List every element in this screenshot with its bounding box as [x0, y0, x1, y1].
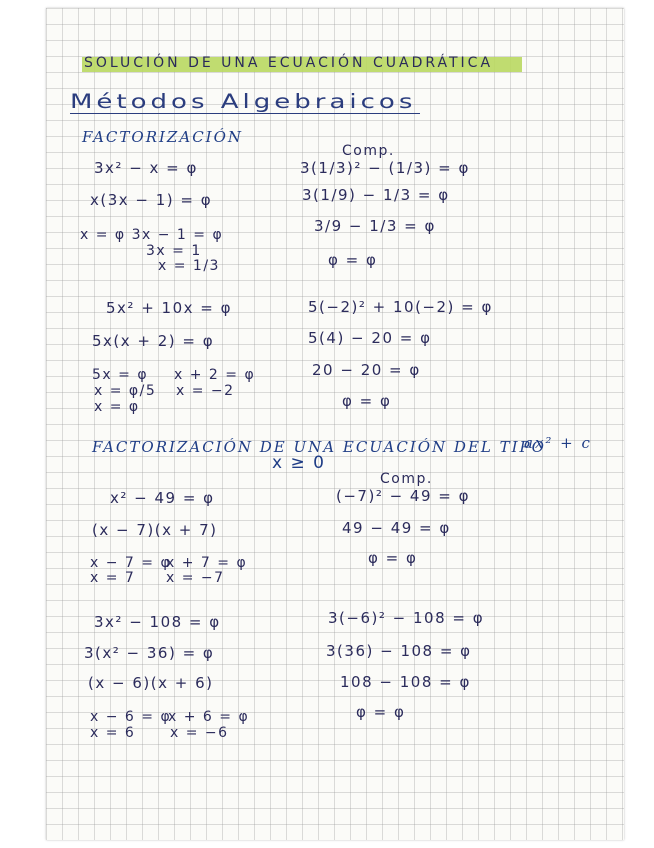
- ex2-step-7: x = φ: [94, 399, 140, 415]
- ex2-check-3: 20 − 20 = φ: [312, 361, 421, 379]
- section1-subtitle: FACTORIZACIÓN: [82, 128, 244, 146]
- ex3-step-2: (x − 7)(x + 7): [92, 521, 218, 539]
- ex4-step-7: x = −6: [170, 725, 229, 741]
- section-heading: Métodos Algebraicos: [70, 90, 417, 113]
- ex1-step-5: x = 1/3: [158, 258, 220, 274]
- ex4-step-2: 3(x² − 36) = φ: [84, 644, 215, 662]
- ex2-check-2: 5(4) − 20 = φ: [308, 329, 432, 347]
- ex1-step-4: 3x = 1: [146, 243, 202, 259]
- ex2-step-4: x + 2 = φ: [174, 367, 256, 383]
- ex4-check-3: 108 − 108 = φ: [340, 673, 471, 691]
- section2-comp-label: Comp.: [380, 471, 433, 487]
- ex1-check-4: φ = φ: [328, 251, 378, 269]
- ex1-step-3: x = φ 3x − 1 = φ: [80, 227, 224, 243]
- ex1-step-1: 3x² − x = φ: [94, 159, 198, 177]
- ex4-check-4: φ = φ: [356, 703, 406, 721]
- graph-paper-page: [46, 8, 624, 840]
- section1-comp-label: Comp.: [342, 143, 395, 159]
- section2-subtitle: FACTORIZACIÓN DE UNA ECUACIÓN DEL TIPO: [92, 438, 546, 456]
- heading-underline: [70, 113, 420, 114]
- ex1-check-1: 3(1/3)² − (1/3) = φ: [300, 159, 470, 177]
- ex2-step-5: x = φ/5: [94, 383, 157, 399]
- section2-formula: ax² + c: [524, 434, 592, 452]
- page-title: SOLUCIÓN DE UNA ECUACIÓN CUADRÁTICA: [84, 55, 494, 71]
- ex3-check-3: φ = φ: [368, 549, 418, 567]
- ex1-check-2: 3(1/9) − 1/3 = φ: [302, 186, 450, 204]
- ex4-step-4: x − 6 = φ: [90, 709, 172, 725]
- ex4-step-5: x + 6 = φ: [168, 709, 250, 725]
- ex2-step-3: 5x = φ: [92, 367, 149, 383]
- ex3-step-5: x = 7: [90, 570, 136, 586]
- ex3-step-4: x + 7 = φ: [166, 555, 248, 571]
- ex2-check-4: φ = φ: [342, 392, 392, 410]
- ex3-check-1: (−7)² − 49 = φ: [336, 487, 471, 505]
- ex3-step-6: x = −7: [166, 570, 225, 586]
- ex2-check-1: 5(−2)² + 10(−2) = φ: [308, 298, 493, 316]
- ex4-step-1: 3x² − 108 = φ: [94, 613, 221, 631]
- ex2-step-2: 5x(x + 2) = φ: [92, 332, 215, 350]
- ex4-check-1: 3(−6)² − 108 = φ: [328, 609, 485, 627]
- ex3-check-2: 49 − 49 = φ: [342, 519, 451, 537]
- ex1-check-3: 3/9 − 1/3 = φ: [314, 217, 436, 235]
- ex3-step-1: x² − 49 = φ: [110, 489, 215, 507]
- ex4-step-6: x = 6: [90, 725, 136, 741]
- ex2-step-6: x = −2: [176, 383, 235, 399]
- ex1-step-2: x(3x − 1) = φ: [90, 191, 213, 209]
- ex4-check-2: 3(36) − 108 = φ: [326, 642, 472, 660]
- ex2-step-1: 5x² + 10x = φ: [106, 299, 233, 317]
- ex3-step-3: x − 7 = φ: [90, 555, 172, 571]
- section2-condition: x ≥ 0: [272, 453, 326, 473]
- ex4-step-3: (x − 6)(x + 6): [88, 674, 214, 692]
